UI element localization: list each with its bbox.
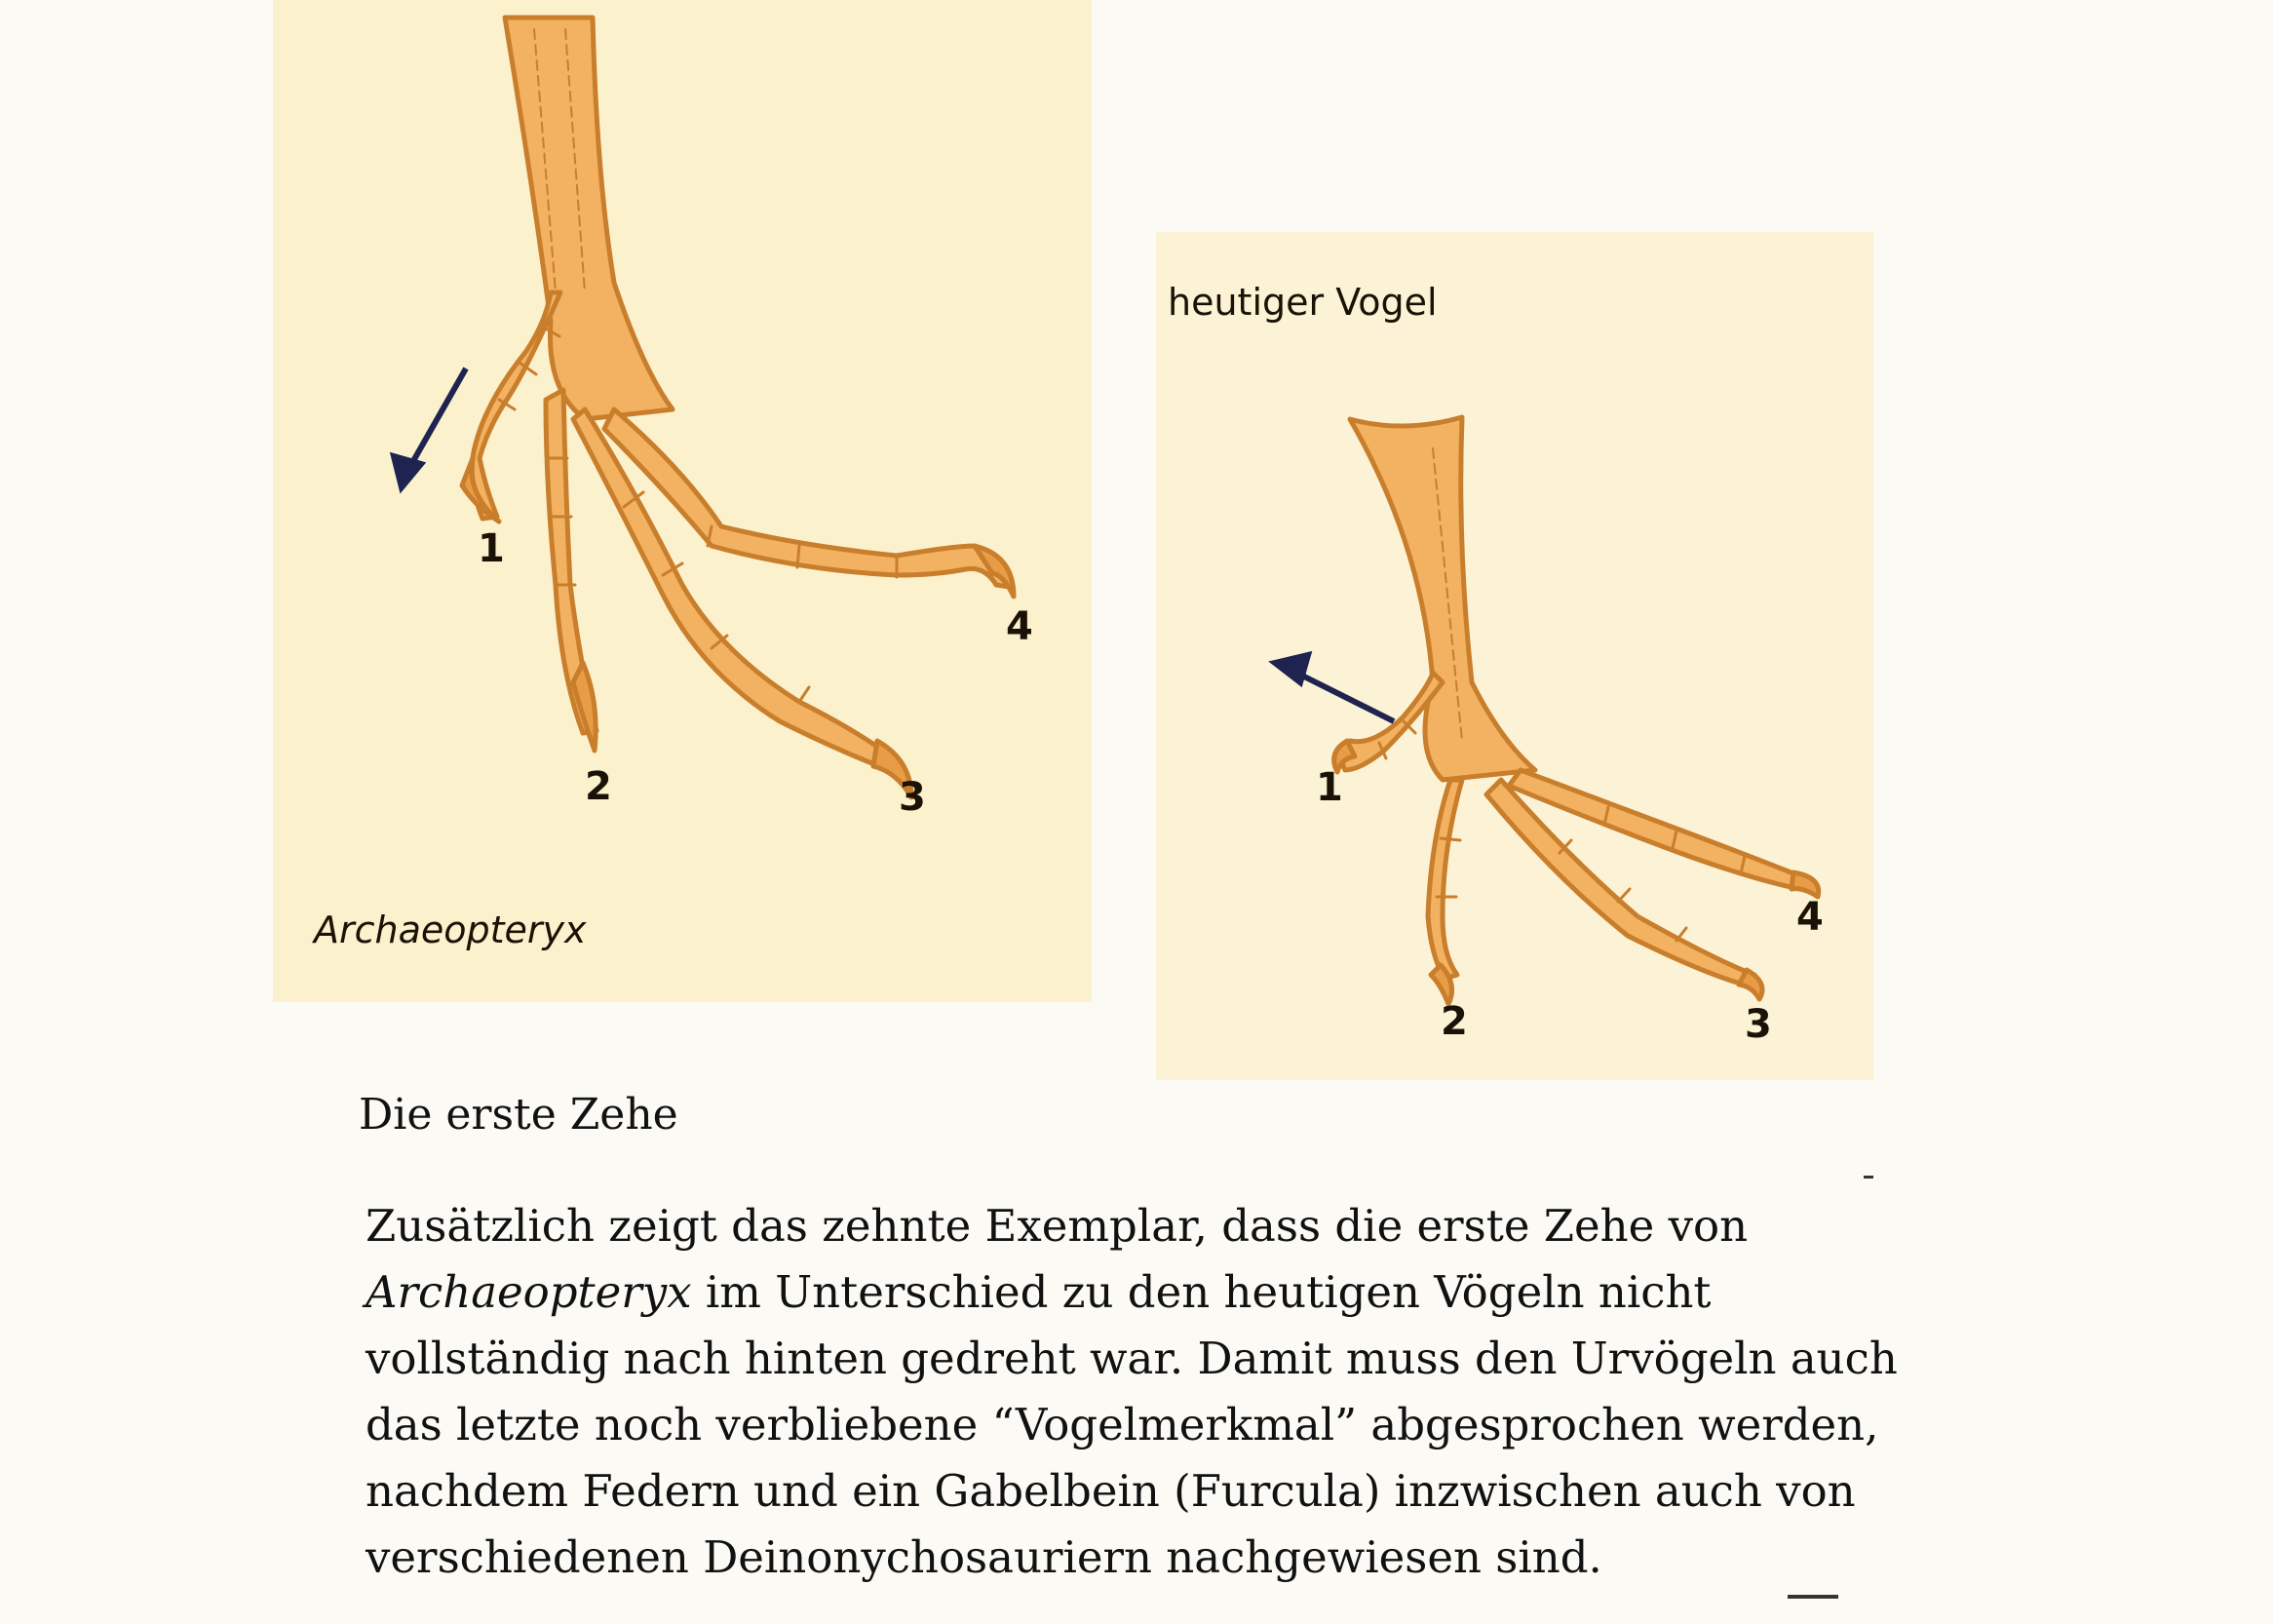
- section-heading: Die erste Zehe: [359, 1090, 678, 1140]
- scan-speck: [1864, 1176, 1873, 1179]
- right-toe-label-3: 3: [1745, 1002, 1772, 1047]
- paragraph-part-2: im Unterschied zu den heutigen Vögeln nicht vollständig nach hinten gedreht war. Damit muss den Urvögeln auch das letzte noch verbliebene “Vogelmerkmal” abgesprochen werden, nachdem Federn und ein Gabelbein (Furcula) inzwischen auch von verschiedenen Deinonychosauriern nachgewiesen sind.: [366, 1266, 1898, 1583]
- right-toe-label-1: 1: [1316, 765, 1343, 810]
- left-toe-label-2: 2: [585, 764, 612, 809]
- scan-speck: [1788, 1595, 1838, 1599]
- right-toe-label-2: 2: [1441, 999, 1468, 1044]
- right-toe-label-4: 4: [1796, 895, 1824, 940]
- left-toe-label-4: 4: [1006, 604, 1033, 649]
- paragraph-part-1: Zusätzlich zeigt das zehnte Exemplar, dass die erste Zehe von: [366, 1200, 1749, 1252]
- paragraph-italic-term: Archaeopteryx: [366, 1266, 692, 1318]
- modern-bird-caption: heutiger Vogel: [1168, 281, 1438, 324]
- archaeopteryx-foot: [462, 18, 1014, 797]
- body-paragraph: [366, 1193, 1915, 1591]
- left-toe-label-3: 3: [899, 775, 926, 820]
- left-toe-label-1: 1: [478, 526, 505, 571]
- modern-bird-foot: [1334, 417, 1819, 1004]
- archaeopteryx-caption: Archaeopteryx: [314, 909, 587, 951]
